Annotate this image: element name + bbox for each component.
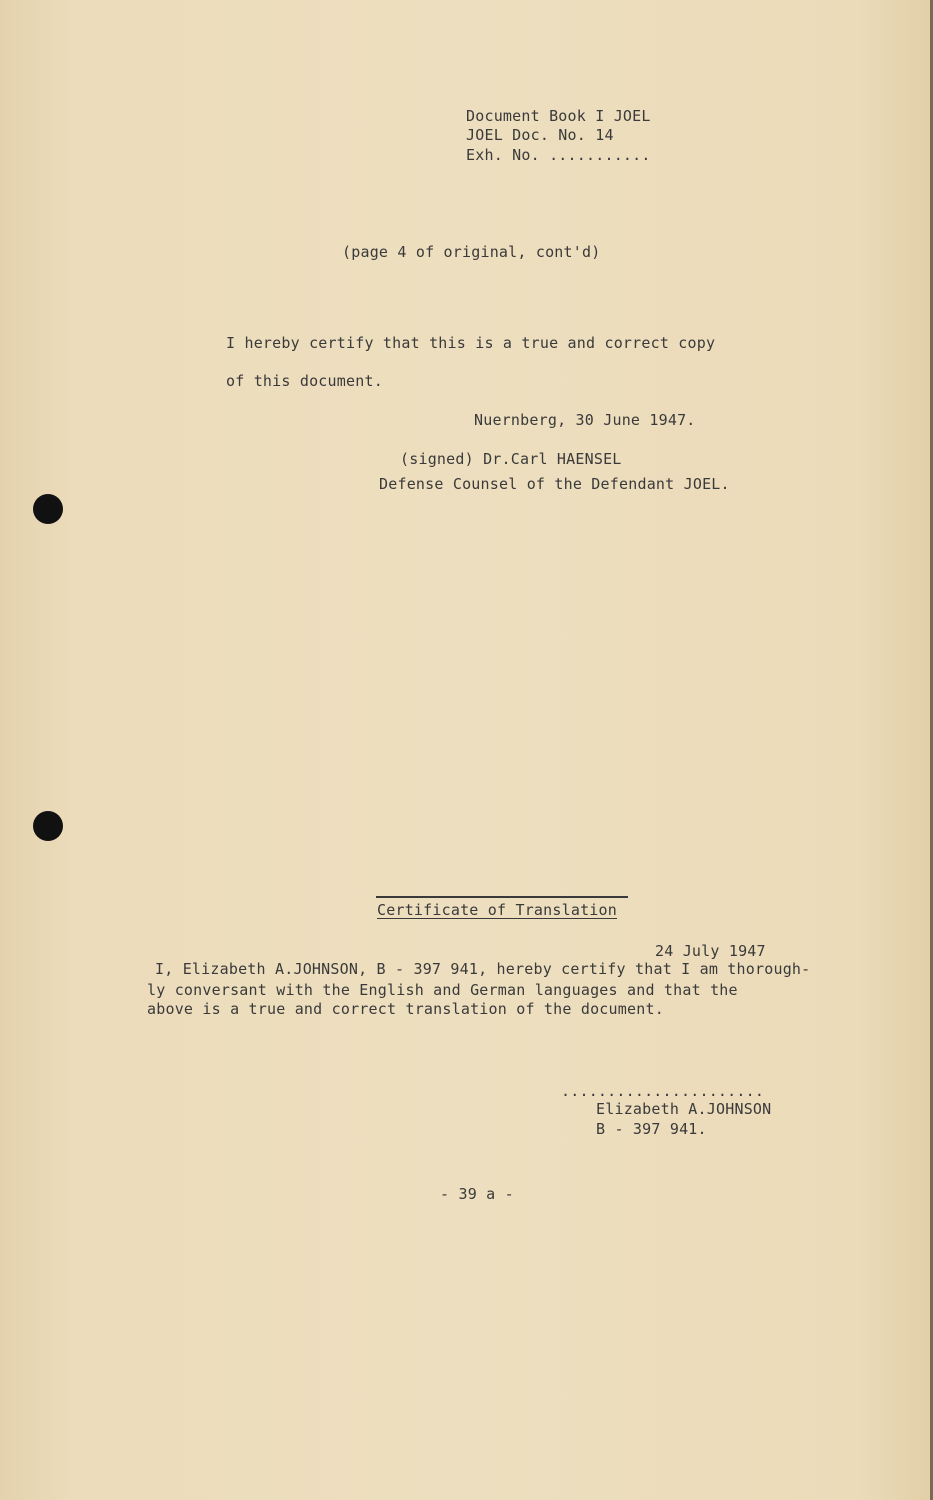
translator-name: Elizabeth A.JOHNSON xyxy=(596,1100,772,1118)
exhibit-number-label: Exh. No. ........... xyxy=(466,146,651,164)
translation-line-3: above is a true and correct translation of the document. xyxy=(147,1000,664,1018)
punch-hole-icon xyxy=(33,494,63,524)
document-book-label: Document Book I JOEL xyxy=(466,107,651,125)
signature-line: ...................... xyxy=(561,1082,765,1100)
place-date: Nuernberg, 30 June 1947. xyxy=(474,411,696,429)
doc-number-label: JOEL Doc. No. 14 xyxy=(466,126,614,144)
page-note: (page 4 of original, cont'd) xyxy=(342,243,601,261)
page-number: - 39 a - xyxy=(440,1185,514,1203)
translation-date: 24 July 1947 xyxy=(655,942,766,960)
translation-line-2: ly conversant with the English and German languages and that the xyxy=(147,981,738,999)
certificate-title: Certificate of Translation xyxy=(377,901,617,919)
certification-line-2: of this document. xyxy=(226,372,383,390)
translation-line-1: I, Elizabeth A.JOHNSON, B - 397 941, hereby certify that I am thorough- xyxy=(155,960,811,978)
punch-hole-icon xyxy=(33,811,63,841)
defense-counsel-line: Defense Counsel of the Defendant JOEL. xyxy=(379,475,730,493)
certification-line-1: I hereby certify that this is a true and correct copy xyxy=(226,334,716,352)
translator-id: B - 397 941. xyxy=(596,1120,707,1138)
signed-line: (signed) Dr.Carl HAENSEL xyxy=(400,450,622,468)
title-overline xyxy=(376,896,628,898)
